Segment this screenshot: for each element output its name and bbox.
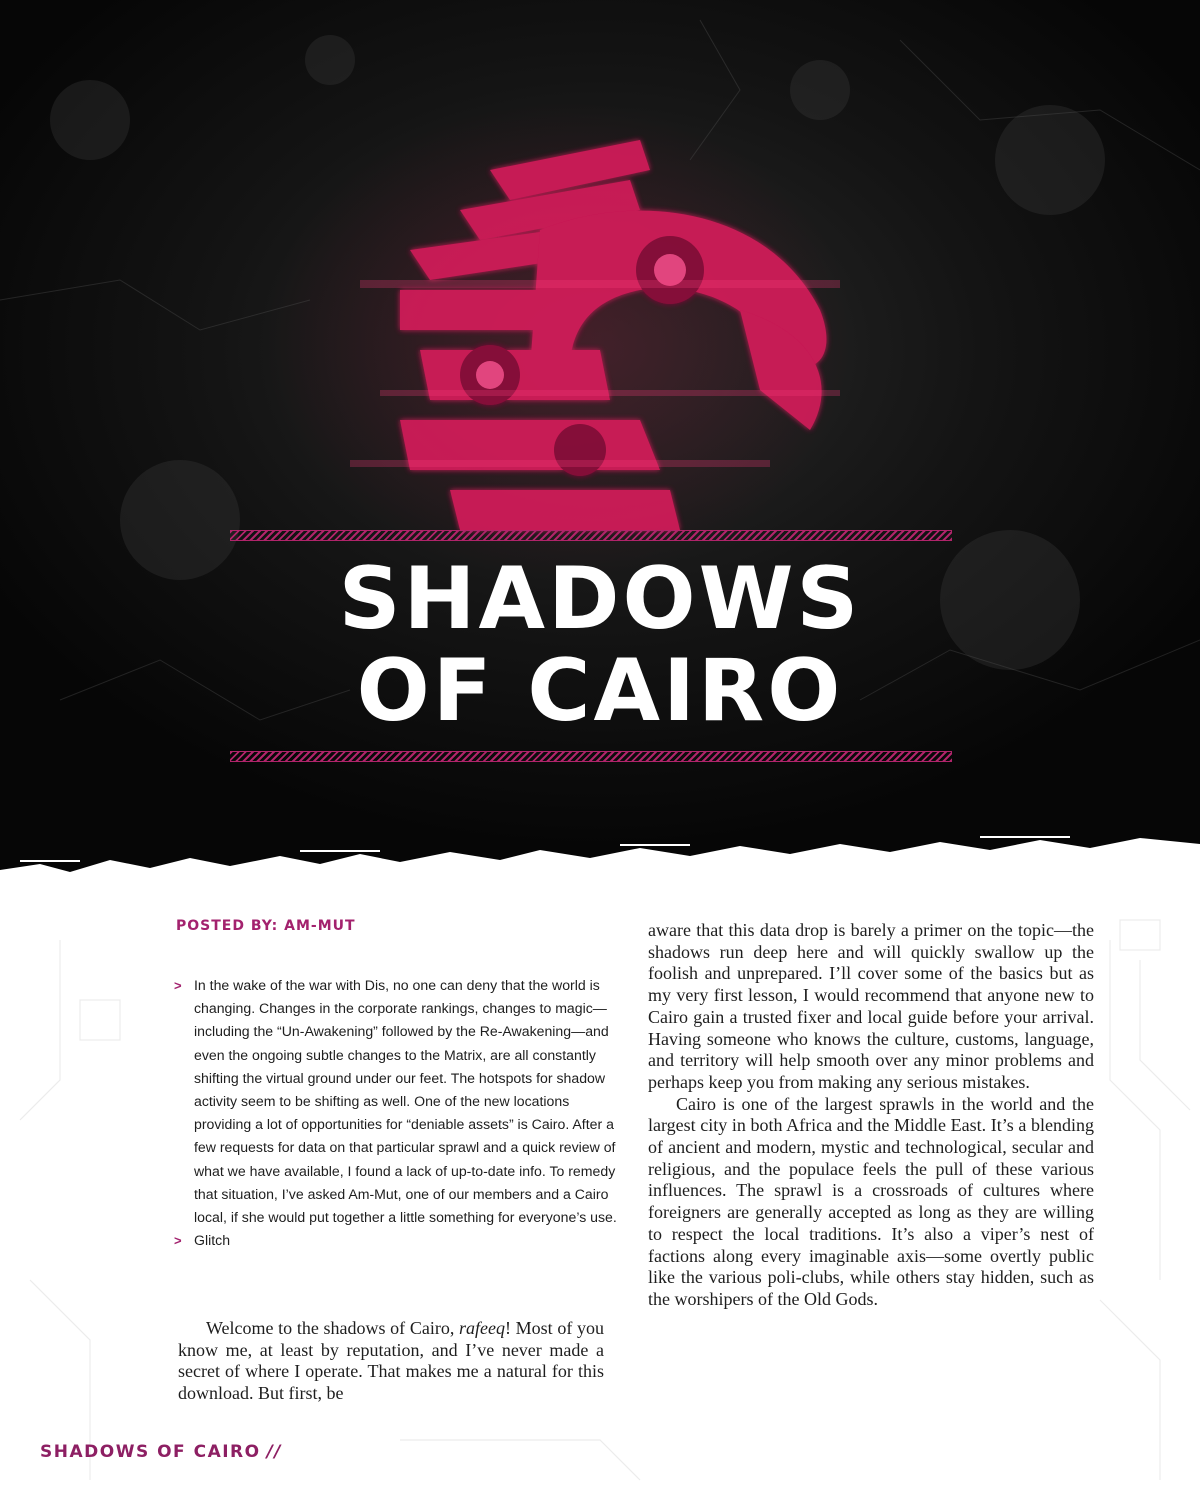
title-line-2: OF CAIRO <box>356 641 844 741</box>
intro-paragraph <box>178 1318 604 1405</box>
title-rule-top <box>230 530 952 541</box>
footer-mark: // <box>266 1442 283 1462</box>
left-column <box>178 1318 604 1405</box>
chevron-right-icon: > <box>174 978 182 993</box>
posted-by: POSTED BY: AM-MUT <box>176 918 356 934</box>
shadow-notes <box>174 974 626 1252</box>
title-rule-bottom <box>230 751 952 762</box>
list-item <box>174 974 626 1229</box>
page-title <box>150 549 1050 741</box>
intro-text-end: ! Most of you know me, at least by reputation, and I’ve never made a secret of where I operate. That makes me a natural for this download. But first, be <box>178 1318 605 1404</box>
cairo-paragraph: Cairo is one of the largest sprawls in the world and the largest city in both Africa and the Middle East. It’s a blending of ancient and modern, mystic and technological, secular and religious, and the populace feels the pull of these various influences. The sprawl is a crossroads of cultures where foreigners are generally accepted as long as they are willing to respect the local traditions. It’s also a viper’s nest of factions along every imaginable axis—some overtly public like the various poli-clubs, while others stay hidden, such as the worshipers of the Old Gods. <box>648 1093 1094 1309</box>
page-footer <box>40 1442 282 1462</box>
title-line-1: SHADOWS <box>338 549 862 649</box>
footer-label: SHADOWS OF CAIRO <box>40 1442 261 1462</box>
intro-italic-word: rafeeq <box>459 1318 505 1338</box>
intro-text-start: Welcome to the shadows of Cairo, <box>206 1318 460 1338</box>
bird-emblem-icon <box>340 130 860 550</box>
continued-paragraph: aware that this data drop is barely a primer on the topic—the shadows run deep here and will quickly swallow up the foolish and unprepared. I’ll cover some of the basics but as my very first lesson, I would recommend that anyone new to Cairo gain a trusted fixer and local guide before your arrival. Having someone who knows the culture, customs, language, and territory will help smooth over any minor problems and perhaps keep you from making any serious mistakes. <box>648 920 1094 1092</box>
right-column <box>648 920 1094 1311</box>
list-item <box>174 1229 626 1252</box>
note-signature: Glitch <box>194 1232 231 1249</box>
chevron-right-icon: > <box>174 1233 182 1249</box>
note-text: In the wake of the war with Dis, no one can deny that the world is changing. Changes in the corporate rankings, changes to magic—including the “Un-Awakening” followed by the Re-Awakening—and even the ongoing subtle changes to the Matrix, are all constantly shifting the virtual ground under our feet. The hotspots for shadow activity seem to be shifting as well. One of the new locations providing a lot of opportunities for “deniable assets” is Cairo. After a few requests for data on that particular sprawl and a quick review of what we have available, I found a lack of up-to-date info. To remedy that situation, I’ve asked Am-Mut, one of our members and a Cairo local, if she would put together a little something for everyone’s use. <box>194 977 617 1226</box>
